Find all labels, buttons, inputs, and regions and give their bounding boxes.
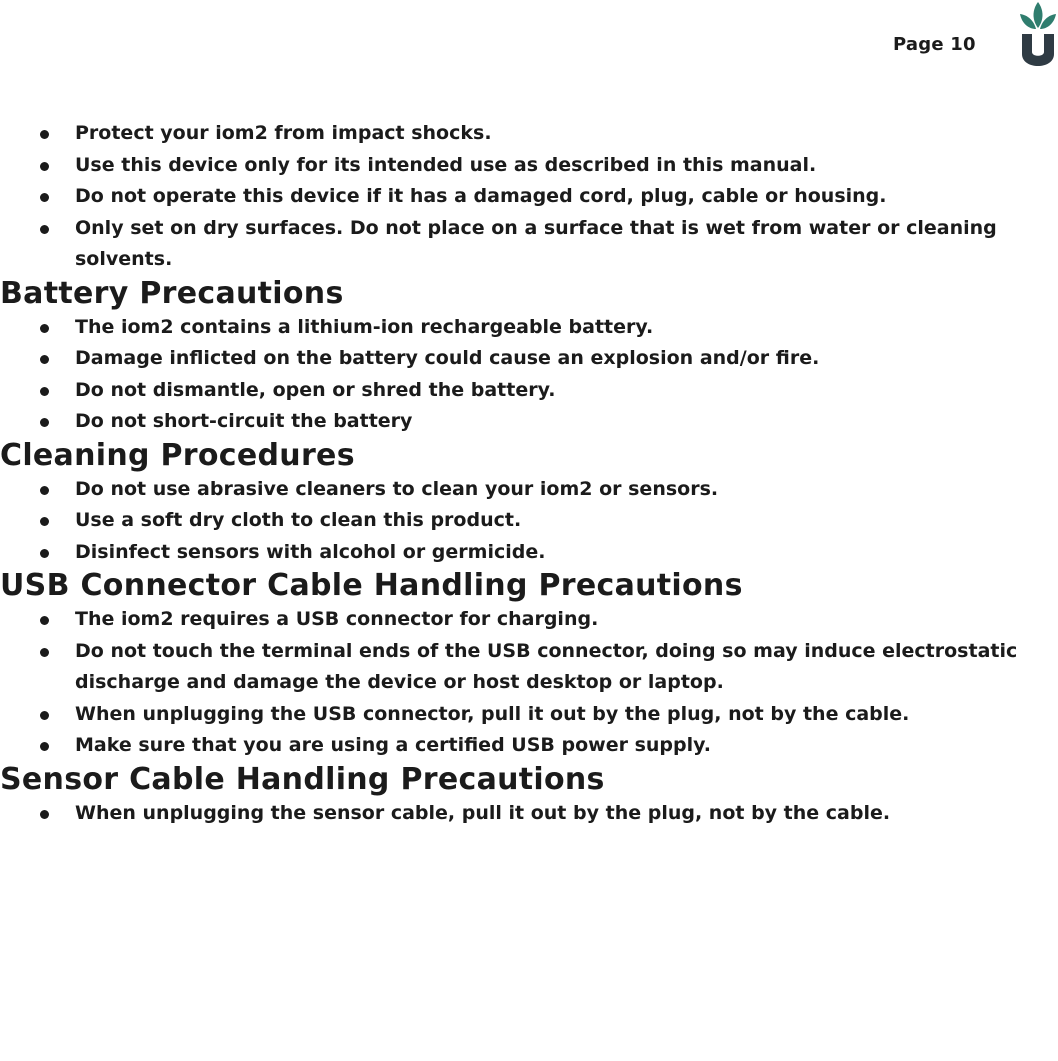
list-item: Make sure that you are using a certified USB power supply. bbox=[0, 730, 1058, 762]
usb-list bbox=[0, 604, 1058, 762]
cleaning-section-title: Cleaning Procedures bbox=[0, 437, 355, 473]
list-item: Damage inflicted on the battery could cause an explosion and/or fire. bbox=[0, 343, 1058, 375]
list-item: Do not short-circuit the battery bbox=[0, 406, 1058, 438]
list-item: Only set on dry surfaces. Do not place on a surface that is wet from water or cleaning solvents. bbox=[0, 213, 1058, 276]
bullet-icon bbox=[40, 549, 49, 558]
logo-letter-u bbox=[1022, 34, 1054, 66]
list-item: When unplugging the sensor cable, pull it out by the plug, not by the cable. bbox=[0, 798, 1058, 830]
battery-list bbox=[0, 312, 1058, 438]
list-item: Do not operate this device if it has a damaged cord, plug, cable or housing. bbox=[0, 181, 1058, 213]
list-item: Protect your iom2 from impact shocks. bbox=[0, 118, 1058, 150]
bullet-icon bbox=[40, 225, 49, 234]
page-number: Page 10 bbox=[893, 34, 976, 55]
list-item: Use this device only for its intended use as described in this manual. bbox=[0, 150, 1058, 182]
bullet-icon bbox=[40, 711, 49, 720]
bullet-icon bbox=[40, 324, 49, 333]
sensor-list bbox=[0, 798, 1058, 830]
bullet-icon bbox=[40, 517, 49, 526]
page-content bbox=[0, 118, 1058, 829]
battery-section-title: Battery Precautions bbox=[0, 275, 344, 311]
page-header bbox=[0, 0, 1058, 80]
intro-list bbox=[0, 118, 1058, 276]
bullet-icon bbox=[40, 486, 49, 495]
list-item: Disinfect sensors with alcohol or germicide. bbox=[0, 537, 1058, 569]
bullet-icon bbox=[40, 742, 49, 751]
sensor-section-title: Sensor Cable Handling Precautions bbox=[0, 761, 605, 797]
list-item: Do not dismantle, open or shred the battery. bbox=[0, 375, 1058, 407]
bullet-icon bbox=[40, 193, 49, 202]
logo-leaf-center bbox=[1034, 2, 1043, 28]
bullet-icon bbox=[40, 162, 49, 171]
list-item: The iom2 requires a USB connector for charging. bbox=[0, 604, 1058, 636]
bullet-icon bbox=[40, 130, 49, 139]
bullet-icon bbox=[40, 616, 49, 625]
bullet-icon bbox=[40, 418, 49, 427]
list-item: The iom2 contains a lithium-ion rechargeable battery. bbox=[0, 312, 1058, 344]
list-item: Do not use abrasive cleaners to clean your iom2 or sensors. bbox=[0, 474, 1058, 506]
bullet-icon bbox=[40, 810, 49, 819]
bullet-icon bbox=[40, 387, 49, 396]
list-item: Use a soft dry cloth to clean this product. bbox=[0, 505, 1058, 537]
list-item: Do not touch the terminal ends of the USB connector, doing so may induce electrostatic discharge and damage the device or host desktop or laptop. bbox=[0, 636, 1058, 699]
bullet-icon bbox=[40, 648, 49, 657]
usb-section-title: USB Connector Cable Handling Precautions bbox=[0, 568, 743, 603]
bullet-icon bbox=[40, 355, 49, 364]
brand-logo-icon bbox=[1018, 0, 1058, 70]
cleaning-list bbox=[0, 474, 1058, 569]
list-item: When unplugging the USB connector, pull it out by the plug, not by the cable. bbox=[0, 699, 1058, 731]
